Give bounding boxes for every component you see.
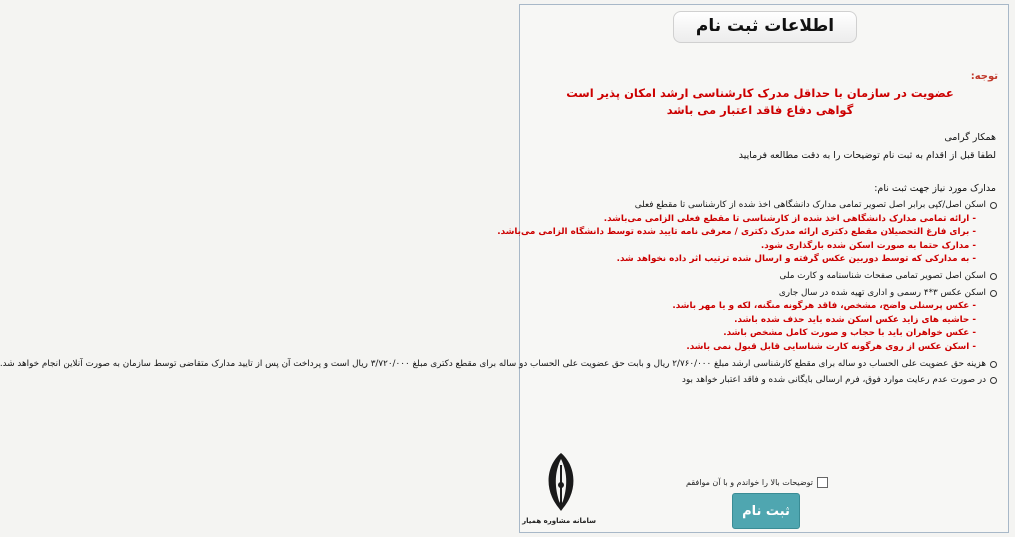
list-item: - به مدارکی که توسط دوربین عکس گرفته و ارسال شده ترتیب اثر داده نخواهد شد.	[616, 254, 976, 265]
list-item: اسکن اصل/کپی برابر اصل تصویر تمامی مدارک دانشگاهی اخذ شده از کارشناسی تا مقطع فعلی	[528, 199, 998, 213]
required-docs-title: مدارک مورد نیاز جهت ثبت نام:	[874, 183, 996, 194]
list-item: - مدارک حتما به صورت اسکن شده بارگذاری شود.	[760, 240, 976, 251]
requirements-list	[0, 199, 998, 388]
registration-panel	[0, 4, 1009, 533]
list-item: اسکن عکس ۳*۴ رسمی و اداری تهیه شده در سال جاری	[528, 287, 998, 301]
list-item: - برای فارغ التحصیلان مقطع دکتری ارائه مدرک دکتری / معرفی نامه تایید شده توسط دانشگاه الزامی می‌باشد.	[497, 227, 976, 238]
list-item: در صورت عدم رعایت موارد فوق، فرم ارسالی بایگانی شده و فاقد اعتبار خواهد بود	[528, 374, 998, 388]
agree-row[interactable]	[686, 477, 828, 488]
watermark-text: سامانه مشاوره همیار	[522, 517, 596, 525]
list-item: - ارائه تمامی مدارک دانشگاهی اخذ شده از کارشناسی تا مقطع فعلی الزامی می‌باشد.	[603, 213, 976, 224]
headline-line-2: گواهی دفاع فاقد اعتبار می باشد	[666, 103, 854, 117]
list-item: - عکس خواهران باید با حجاب و صورت کامل مشخص باشد.	[723, 328, 976, 339]
title-wrap	[520, 11, 1010, 43]
headline-line-1: عضویت در سازمان با حداقل مدرک کارشناسی ارشد امکان پذیر است	[566, 86, 954, 100]
submit-button[interactable]: ثبت نام	[732, 493, 800, 529]
greeting-text: همکار گرامی	[944, 132, 996, 143]
list-item: - اسکن عکس از روی هرگونه کارت شناسایی قابل قبول نمی باشد.	[686, 341, 976, 352]
list-item: هزینه حق عضویت علی الحساب دو ساله برای مقطع کارشناسی ارشد مبلغ ۲/۷۶۰/۰۰۰ ریال و بابت حق عضویت علی الحساب دو ساله برای مقطع دکتری مبلغ ۳/۷۲۰/۰۰۰ ریال است و پرداخت آن پس از تایید مدارک متقاضی توسط سازمان به صورت آنلاین انجام خواهد شد.	[528, 358, 998, 372]
list-item: اسکن اصل تصویر تمامی صفحات شناسنامه و کارت ملی	[528, 270, 998, 284]
note-label: توجه:	[970, 71, 998, 82]
agree-label: توضیحات بالا را خواندم و با آن موافقم	[686, 478, 813, 487]
instruction-text: لطفا قبل از اقدام به ثبت نام توضیحات را به دقت مطالعه فرمایید	[738, 150, 996, 161]
page-title: اطلاعات ثبت نام	[673, 11, 857, 43]
list-item: - حاشیه های زاید عکس اسکن شده باید حذف شده باشد.	[734, 314, 976, 325]
quill-icon	[539, 451, 583, 513]
list-item: - عکس پرسنلی واضح، مشخص، فاقد هرگونه منگنه، لکه و یا مهر باشد.	[672, 301, 976, 312]
watermark-logo	[522, 451, 596, 535]
agree-checkbox[interactable]	[817, 477, 828, 488]
headline-warning	[540, 85, 980, 119]
